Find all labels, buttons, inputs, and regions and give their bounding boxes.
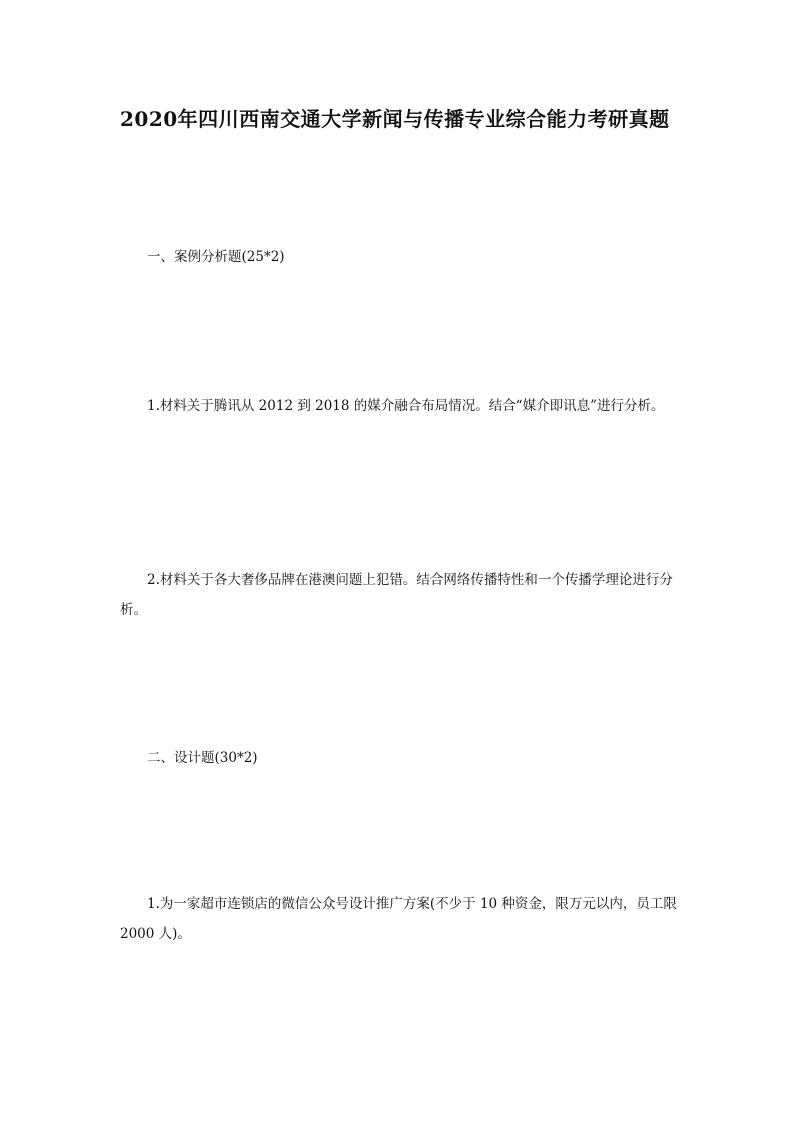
question-1-tencent-media-convergence: 1.材料关于腾讯从 2012 到 2018 的媒介融合布局情况。结合“媒介即讯息”进行分析。 xyxy=(147,398,665,414)
question-2-luxury-brands: 2.材料关于各大奢侈品牌在港澳问题上犯错。结合网络传播特性和一个传播学理论进行分析。 xyxy=(120,572,673,618)
question-1-wechat-promotion-plan: 1.为一家超市连锁店的微信公众号设计推广方案(不少于 10 种资金，限万元以内，员工限 2000 人)。 xyxy=(120,896,677,942)
section-heading-design: 二、设计题(30*2) xyxy=(147,750,258,766)
page-title: 2020年四川西南交通大学新闻与传播专业综合能力考研真题 xyxy=(120,107,670,131)
section-heading-case-analysis: 一、案例分析题(25*2) xyxy=(147,249,285,265)
